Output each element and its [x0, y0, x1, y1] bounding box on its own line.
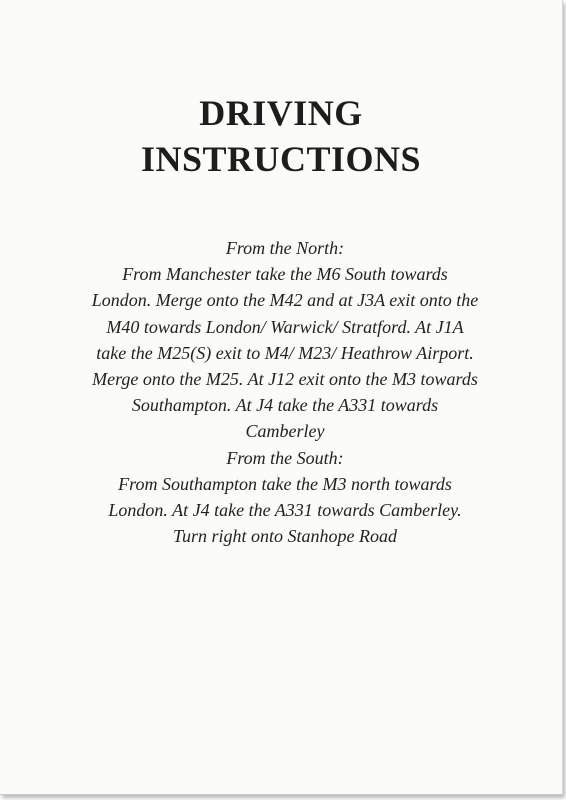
north-line: M40 towards London/ Warwick/ Stratford. At J1A [106, 316, 464, 337]
north-line: From Manchester take the M6 South towards [122, 264, 448, 285]
title-line-1: DRIVING [199, 93, 363, 133]
south-line: Turn right onto Stanhope Road [172, 526, 397, 547]
north-line: London. Merge onto the M42 and at J3A exit onto the [91, 290, 479, 311]
north-heading: From the North: [225, 238, 345, 258]
south-heading: From the South: [226, 447, 344, 468]
north-line: take the M25(S) exit to M4/ M23/ Heathrow Airport. [96, 342, 474, 363]
north-line: Merge onto the M25. At J12 exit onto the M3 towards [92, 369, 478, 390]
south-line: From Southampton take the M3 north towards [118, 473, 452, 494]
south-line: London. At J4 take the A331 towards Camberley. [108, 500, 462, 521]
instructions-body [0, 235, 566, 549]
page-title [0, 90, 562, 182]
north-line: Southampton. At J4 take the A331 towards [131, 395, 439, 416]
north-line: Camberley [245, 421, 325, 442]
title-line-2: INSTRUCTIONS [140, 139, 422, 179]
